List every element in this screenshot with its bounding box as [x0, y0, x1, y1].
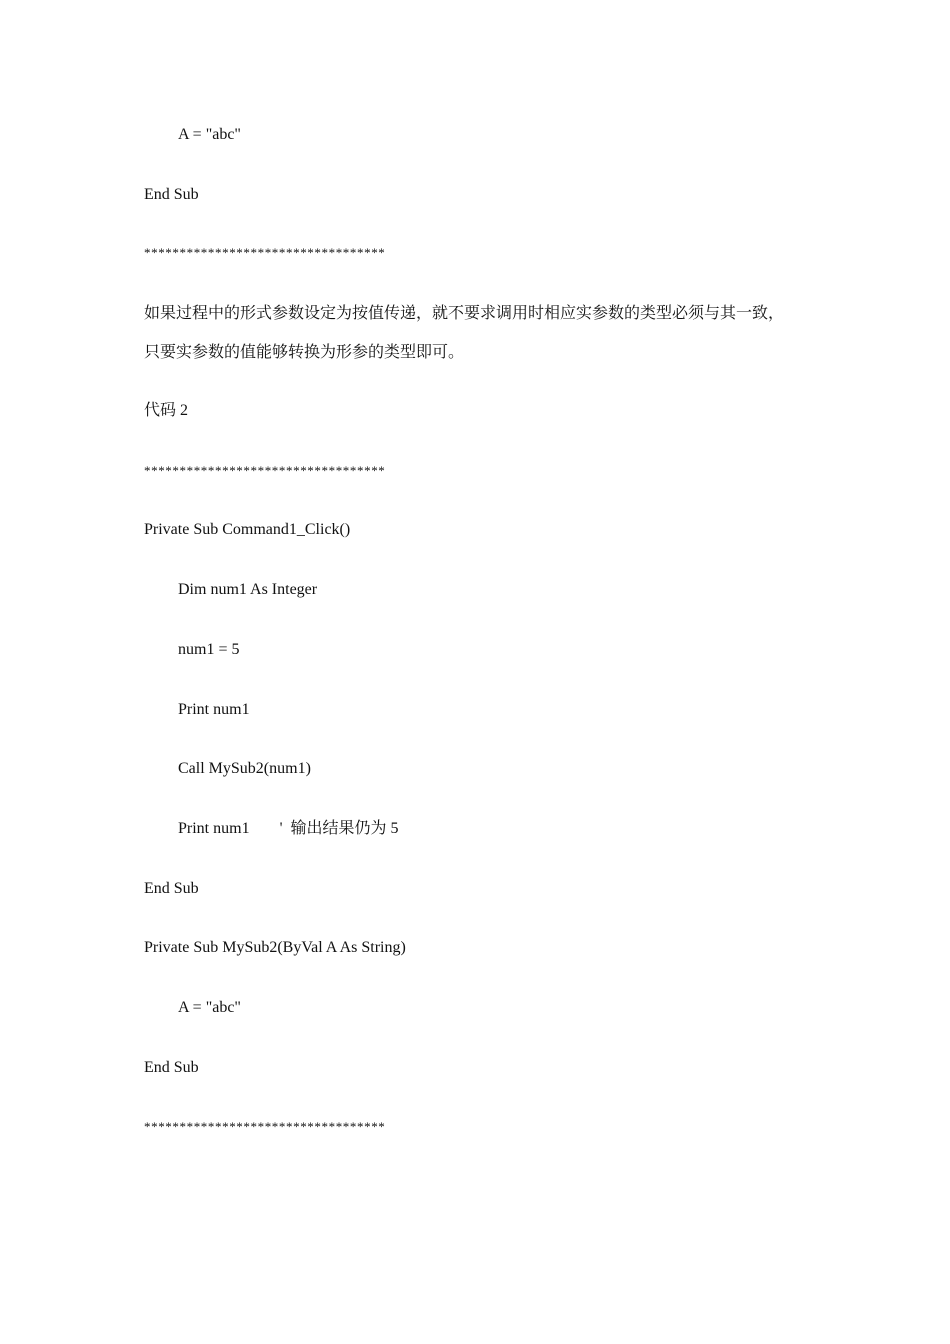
explanation-paragraph	[144, 294, 834, 372]
code-line-dim: Dim num1 As Integer	[178, 581, 318, 598]
separator-line-bottom: **********************************	[144, 1119, 386, 1134]
code-line-end-sub-1: End Sub	[144, 880, 199, 897]
code-line-print-2	[178, 819, 398, 839]
paragraph-line-2: 只要实参数的值能够转换为形参的类型即可。	[144, 344, 465, 361]
code-line-end-sub-2: End Sub	[144, 1059, 199, 1076]
code-line-assign-a: A = "abc"	[178, 999, 241, 1016]
code-line-assign-num1: num1 = 5	[178, 641, 240, 658]
print-statement: Print num1	[178, 820, 250, 837]
code-line-sub-command1: Private Sub Command1_Click()	[144, 521, 351, 538]
code-line-print-1: Print num1	[178, 701, 250, 718]
code-line-sub-mysub2: Private Sub MySub2(ByVal A As String)	[144, 939, 406, 956]
code-comment: ' 输出结果仍为 5	[279, 820, 399, 837]
code-line-call: Call MySub2(num1)	[178, 760, 311, 777]
paragraph-line-1: 如果过程中的形式参数设定为按值传递，就不要求调用时相应实参数的类型必须与其一致，	[144, 305, 785, 322]
code-heading: 代码 2	[144, 402, 189, 419]
separator-line-top: **********************************	[144, 463, 386, 478]
code-line-assign: A = "abc"	[178, 126, 241, 143]
code-line-end-sub: End Sub	[144, 186, 199, 203]
separator-line: **********************************	[144, 245, 386, 260]
